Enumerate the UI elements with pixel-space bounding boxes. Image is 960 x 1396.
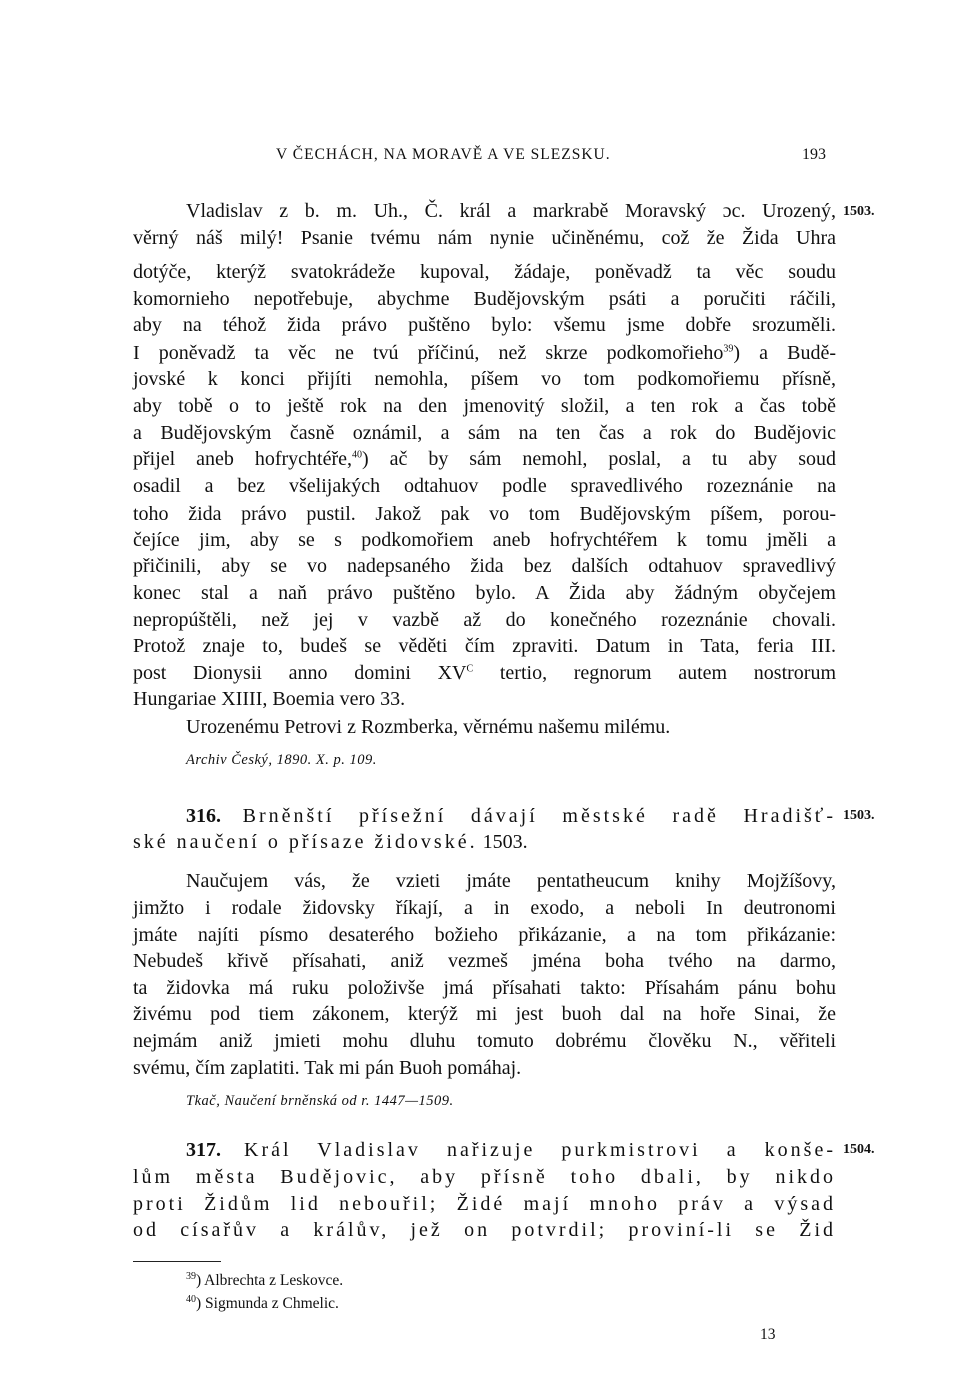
text-line: Hungariae XIIII, Boemia vero 33. — [133, 688, 406, 710]
signature-mark: 13 — [760, 1326, 776, 1343]
line-text: ) ač by sám nemohl, poslal, a tu aby soud — [362, 448, 836, 470]
page-number: 193 — [802, 146, 826, 163]
running-header: V ČECHÁCH, NA MORAVĚ A VE SLEZSKU. — [276, 146, 611, 163]
footnote-text: ) Albrechta z Leskovce. — [196, 1272, 344, 1289]
text-line: Protož znaje to, budeš se věděti čím zpraviti. Datum in Tata, feria III. — [133, 635, 836, 657]
text-line: jimžto i rodale židovsky říkají, a in exodo, a neboli In deutronomi — [133, 897, 836, 919]
text-line: Naučujem vás, že vzieti jmáte pentatheucum knihy Mojžíšovy, — [186, 870, 836, 892]
source-citation: Archiv Český, 1890. X. p. 109. — [186, 752, 377, 768]
text-line — [133, 446, 836, 472]
section-number: 317. — [186, 1139, 221, 1161]
section-number: 316. — [186, 805, 221, 827]
text-line: svému, čím zaplatiti. Tak mi pán Buoh pomáhaj. — [133, 1057, 522, 1079]
address-line: Urozenému Petrovi z Rozmberka, věrnému našemu milému. — [186, 716, 671, 738]
text-line: jovské k konci přijíti nemohla, píšem vo tom podkomořiemu přísně, — [133, 368, 836, 390]
text-line: živému pod tiem zákonem, kterýž mi jest buoh dal na hoře Sinai, že — [133, 1003, 836, 1025]
section-title: lům města Budějovic, aby přísně toho dbali, by nikdo — [133, 1166, 836, 1188]
text-line: čejíce jim, aby se s podkomořiem aneb hofrychtéřem k tomu jměli a — [133, 529, 836, 551]
footnote — [186, 1272, 343, 1290]
text-line: aby tobě o to ještě rok na den jmenovitý složil, a ten rok a čas tobě — [133, 395, 836, 417]
footnote-rule — [133, 1261, 221, 1262]
line-text: přijel aneb hofrychtéře, — [133, 448, 353, 470]
text-line: aby na téhož žida právo puštěno bylo: všemu jsme dobře srozuměli. — [133, 314, 836, 336]
margin-date: 1503. — [843, 204, 875, 219]
text-line: komornieho nepotřebuje, abychme Budějovským psáti a poručiti ráčili, — [133, 288, 836, 310]
section-title — [186, 803, 836, 829]
text-line: nejmám aniž jmieti mohu dluhu tomuto dobrému člověku N., věřiteli — [133, 1030, 836, 1052]
text-line: osadil a bez všelijakých odtahuov podle spravedlivého rozeznánie na — [133, 475, 836, 497]
footnote-mark: 39 — [723, 343, 734, 355]
text-line — [133, 340, 836, 366]
section-title — [186, 1137, 836, 1163]
text-line: ta židovka má ruku položivše jmá přísahati takto: Přísahám pánu bohu — [133, 977, 836, 999]
text-line: dotýče, kterýž svatokrádeže kupoval, žádaje, poněvadž ta věc soudu — [133, 261, 836, 283]
section-title-text: ské naučení o přísaze židovské. — [133, 831, 478, 853]
text-line — [133, 660, 836, 686]
source-title: , Naučení brněnská od r. 1447—1509. — [216, 1093, 454, 1109]
footnote-mark: 40 — [352, 449, 363, 461]
text-line: jmáte najíti písmo desaterého božieho přikázanie, a na tom přikázanie: — [133, 924, 836, 946]
text-line: konec stal a naň právo puštěno bylo. A Žida aby žádným obyčejem — [133, 582, 836, 604]
text-line: přičinili, aby se vo nadepsaného žida bez dalších odtahuov spravedlivý — [133, 555, 836, 577]
footnote — [186, 1295, 339, 1313]
section-title-text: Král Vladislav nařizuje purkmistrovi a konše- — [244, 1139, 836, 1161]
footnote-mark: 40 — [186, 1293, 196, 1305]
margin-date: 1503. — [843, 808, 875, 823]
text-line: a Budějovským časně oznámil, a sám na ten čas a rok do Budějovic — [133, 422, 836, 444]
footnote-text: ) Sigmunda z Chmelic. — [196, 1295, 339, 1312]
text-line: Nebudeš křivě přísahati, aniž vezmeš jména boha tvého na darmo, — [133, 950, 836, 972]
section-title — [133, 829, 836, 855]
section-title: proti Židům lid nebouřil; Židé mají mnoho práv a výsad — [133, 1193, 836, 1215]
text-line: nepropúštěli, než jej v vazbě až do konečného rozeznánie chovali. — [133, 609, 836, 631]
section-year: 1503. — [482, 831, 528, 853]
line-text: I poněvadž ta věc ne tvú příčinú, než skrze podkomořieho — [133, 342, 724, 364]
source-citation — [186, 1093, 454, 1110]
section-title: od císařův a králův, jež on potvrdil; proviní-li se Žid — [133, 1219, 836, 1241]
line-text: tertio, regnorum autem nostrorum — [473, 662, 837, 684]
text-line: Vladislav z b. m. Uh., Č. král a markrabě Moravský ɔc. Urozený, — [186, 200, 836, 222]
margin-date: 1504. — [843, 1142, 875, 1157]
source-author: Tkač — [186, 1093, 217, 1109]
line-text: ) a Budě- — [733, 342, 836, 364]
text-line: toho žida právo pustil. Jakož pak vo tom Budějovským píšem, porou- — [133, 503, 836, 525]
line-text: post Dionysii anno domini XV — [133, 662, 467, 684]
footnote-mark: 39 — [186, 1270, 196, 1282]
superscript: C — [466, 663, 474, 675]
section-title-text: Brněnští přísežní dávají městské radě Hradišť- — [242, 805, 837, 827]
text-line: věrný náš milý! Psanie tvému nám nynie učiněnému, což že Žida Uhra — [133, 227, 836, 249]
